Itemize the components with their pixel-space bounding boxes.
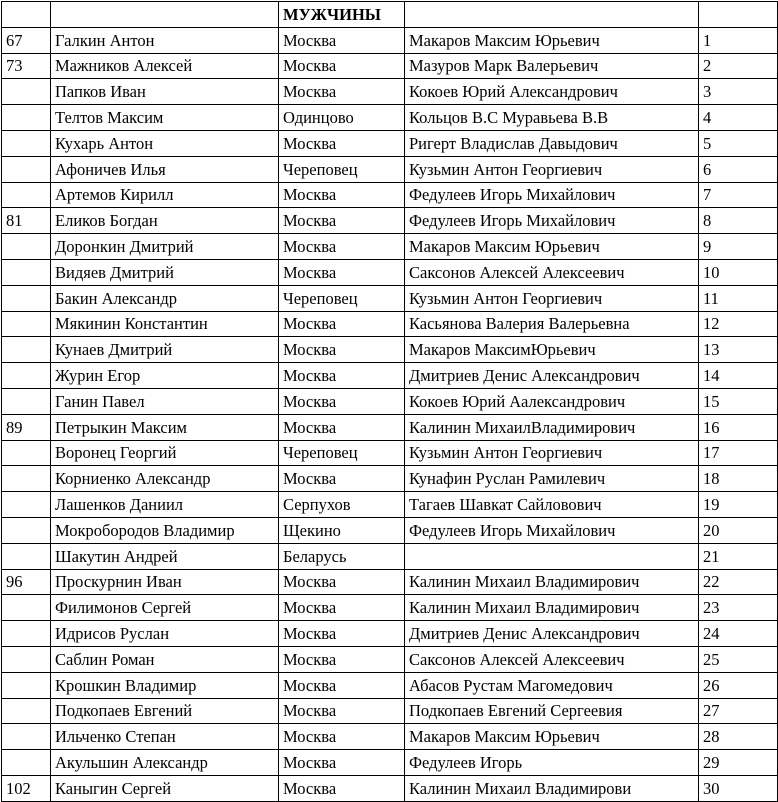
athlete-name-cell: Воронец Георгий — [51, 440, 279, 466]
coach-cell: Макаров Максим Юрьевич — [405, 27, 699, 53]
place-cell: 1 — [699, 27, 778, 53]
city-cell: Москва — [279, 672, 405, 698]
header-row — [2, 2, 778, 28]
coach-cell: Касьянова Валерия Валерьевна — [405, 311, 699, 337]
city-cell: Череповец — [279, 440, 405, 466]
athlete-name-cell: Артемов Кирилл — [51, 182, 279, 208]
bib-number-cell: 102 — [2, 775, 51, 801]
place-cell: 27 — [699, 698, 778, 724]
athlete-name-cell: Ганин Павел — [51, 388, 279, 414]
place-cell: 4 — [699, 105, 778, 131]
place-cell: 20 — [699, 517, 778, 543]
coach-cell: Калинин Михаил Владимирович — [405, 569, 699, 595]
athlete-name-cell: Саблин Роман — [51, 646, 279, 672]
city-cell: Череповец — [279, 285, 405, 311]
bib-number-cell — [2, 156, 51, 182]
coach-cell: Кокоев Юрий Аалександрович — [405, 388, 699, 414]
city-cell: Беларусь — [279, 543, 405, 569]
bib-number-cell — [2, 595, 51, 621]
table-row — [2, 569, 778, 595]
header-cell-empty — [51, 2, 279, 28]
bib-number-cell: 67 — [2, 27, 51, 53]
table-row — [2, 750, 778, 776]
table-row — [2, 208, 778, 234]
bib-number-cell — [2, 259, 51, 285]
header-cell-empty — [405, 2, 699, 28]
bib-number-cell — [2, 363, 51, 389]
athlete-name-cell: Корниенко Александр — [51, 466, 279, 492]
athlete-name-cell: Мажников Алексей — [51, 53, 279, 79]
bib-number-cell — [2, 388, 51, 414]
athlete-name-cell: Проскурнин Иван — [51, 569, 279, 595]
athlete-name-cell: Телтов Максим — [51, 105, 279, 131]
table-row — [2, 466, 778, 492]
place-cell: 6 — [699, 156, 778, 182]
bib-number-cell — [2, 492, 51, 518]
coach-cell: Федулеев Игорь Михайлович — [405, 517, 699, 543]
coach-cell: Калинин Михаил Владимирови — [405, 775, 699, 801]
city-cell: Москва — [279, 259, 405, 285]
table-row — [2, 621, 778, 647]
coach-cell: Дмитриев Денис Александрович — [405, 621, 699, 647]
coach-cell — [405, 543, 699, 569]
coach-cell: Калинин Михаил Владимирович — [405, 595, 699, 621]
athlete-name-cell: Доронкин Дмитрий — [51, 234, 279, 260]
coach-cell: Федулеев Игорь Михайлович — [405, 208, 699, 234]
place-cell: 17 — [699, 440, 778, 466]
bib-number-cell — [2, 724, 51, 750]
city-cell: Москва — [279, 311, 405, 337]
bib-number-cell — [2, 130, 51, 156]
place-cell: 18 — [699, 466, 778, 492]
place-cell: 7 — [699, 182, 778, 208]
city-cell: Москва — [279, 27, 405, 53]
city-cell: Москва — [279, 208, 405, 234]
coach-cell: Федулеев Игорь — [405, 750, 699, 776]
coach-cell: Ригерт Владислав Давыдович — [405, 130, 699, 156]
city-cell: Москва — [279, 414, 405, 440]
place-cell: 2 — [699, 53, 778, 79]
athlete-name-cell: Каныгин Сергей — [51, 775, 279, 801]
header-cell-empty — [699, 2, 778, 28]
place-cell: 16 — [699, 414, 778, 440]
place-cell: 5 — [699, 130, 778, 156]
coach-cell: Саксонов Алексей Алексеевич — [405, 259, 699, 285]
place-cell: 24 — [699, 621, 778, 647]
place-cell: 15 — [699, 388, 778, 414]
athlete-name-cell: Галкин Антон — [51, 27, 279, 53]
coach-cell: Макаров МаксимЮрьевич — [405, 337, 699, 363]
bib-number-cell — [2, 517, 51, 543]
place-cell: 22 — [699, 569, 778, 595]
coach-cell: Федулеев Игорь Михайлович — [405, 182, 699, 208]
place-cell: 9 — [699, 234, 778, 260]
place-cell: 29 — [699, 750, 778, 776]
header-title: МУЖЧИНЫ — [279, 2, 405, 28]
coach-cell: Мазуров Марк Валерьевич — [405, 53, 699, 79]
bib-number-cell: 96 — [2, 569, 51, 595]
bib-number-cell — [2, 698, 51, 724]
athlete-name-cell: Папков Иван — [51, 79, 279, 105]
table-row — [2, 337, 778, 363]
bib-number-cell: 89 — [2, 414, 51, 440]
table-row — [2, 492, 778, 518]
coach-cell: Макаров Максим Юрьевич — [405, 234, 699, 260]
city-cell: Москва — [279, 182, 405, 208]
city-cell: Москва — [279, 337, 405, 363]
city-cell: Москва — [279, 130, 405, 156]
table-row — [2, 672, 778, 698]
place-cell: 25 — [699, 646, 778, 672]
table-row — [2, 698, 778, 724]
bib-number-cell: 73 — [2, 53, 51, 79]
table-row — [2, 182, 778, 208]
city-cell: Москва — [279, 698, 405, 724]
place-cell: 13 — [699, 337, 778, 363]
bib-number-cell — [2, 466, 51, 492]
city-cell: Москва — [279, 79, 405, 105]
place-cell: 23 — [699, 595, 778, 621]
table-row — [2, 259, 778, 285]
athlete-name-cell: Кунаев Дмитрий — [51, 337, 279, 363]
bib-number-cell — [2, 440, 51, 466]
coach-cell: Тагаев Шавкат Сайловович — [405, 492, 699, 518]
table-row — [2, 363, 778, 389]
city-cell: Москва — [279, 750, 405, 776]
bib-number-cell — [2, 672, 51, 698]
table-row — [2, 595, 778, 621]
table-row — [2, 79, 778, 105]
table-row — [2, 724, 778, 750]
table-row — [2, 234, 778, 260]
athlete-name-cell: Кухарь Антон — [51, 130, 279, 156]
place-cell: 26 — [699, 672, 778, 698]
coach-cell: Кокоев Юрий Александрович — [405, 79, 699, 105]
bib-number-cell — [2, 621, 51, 647]
table-row — [2, 311, 778, 337]
table-row — [2, 646, 778, 672]
results-table — [1, 1, 778, 802]
table-row — [2, 53, 778, 79]
place-cell: 30 — [699, 775, 778, 801]
table-row — [2, 414, 778, 440]
coach-cell: Абасов Рустам Магомедович — [405, 672, 699, 698]
coach-cell: Дмитриев Денис Александрович — [405, 363, 699, 389]
place-cell: 21 — [699, 543, 778, 569]
coach-cell: Кузьмин Антон Георгиевич — [405, 285, 699, 311]
city-cell: Серпухов — [279, 492, 405, 518]
bib-number-cell — [2, 646, 51, 672]
table-row — [2, 440, 778, 466]
table-row — [2, 775, 778, 801]
place-cell: 19 — [699, 492, 778, 518]
bib-number-cell — [2, 182, 51, 208]
city-cell: Москва — [279, 595, 405, 621]
bib-number-cell — [2, 311, 51, 337]
athlete-name-cell: Еликов Богдан — [51, 208, 279, 234]
city-cell: Москва — [279, 234, 405, 260]
city-cell: Москва — [279, 569, 405, 595]
athlete-name-cell: Филимонов Сергей — [51, 595, 279, 621]
bib-number-cell — [2, 750, 51, 776]
coach-cell: Кузьмин Антон Георгиевич — [405, 440, 699, 466]
athlete-name-cell: Акульшин Александр — [51, 750, 279, 776]
athlete-name-cell: Мякинин Константин — [51, 311, 279, 337]
table-row — [2, 27, 778, 53]
table-row — [2, 517, 778, 543]
place-cell: 12 — [699, 311, 778, 337]
athlete-name-cell: Мокробородов Владимир — [51, 517, 279, 543]
athlete-name-cell: Афоничев Илья — [51, 156, 279, 182]
city-cell: Москва — [279, 388, 405, 414]
city-cell: Москва — [279, 724, 405, 750]
table-row — [2, 156, 778, 182]
city-cell: Москва — [279, 646, 405, 672]
place-cell: 14 — [699, 363, 778, 389]
city-cell: Москва — [279, 53, 405, 79]
athlete-name-cell: Петрыкин Максим — [51, 414, 279, 440]
athlete-name-cell: Лашенков Даниил — [51, 492, 279, 518]
place-cell: 3 — [699, 79, 778, 105]
athlete-name-cell: Подкопаев Евгений — [51, 698, 279, 724]
athlete-name-cell: Крошкин Владимир — [51, 672, 279, 698]
city-cell: Череповец — [279, 156, 405, 182]
athlete-name-cell: Идрисов Руслан — [51, 621, 279, 647]
place-cell: 11 — [699, 285, 778, 311]
city-cell: Москва — [279, 363, 405, 389]
bib-number-cell — [2, 234, 51, 260]
table-row — [2, 388, 778, 414]
table-row — [2, 543, 778, 569]
athlete-name-cell: Шакутин Андрей — [51, 543, 279, 569]
table-row — [2, 130, 778, 156]
bib-number-cell — [2, 285, 51, 311]
athlete-name-cell: Ильченко Степан — [51, 724, 279, 750]
place-cell: 8 — [699, 208, 778, 234]
coach-cell: Макаров Максим Юрьевич — [405, 724, 699, 750]
city-cell: Одинцово — [279, 105, 405, 131]
bib-number-cell: 81 — [2, 208, 51, 234]
city-cell: Москва — [279, 775, 405, 801]
place-cell: 10 — [699, 259, 778, 285]
place-cell: 28 — [699, 724, 778, 750]
table-row — [2, 105, 778, 131]
coach-cell: Калинин МихаилВладимирович — [405, 414, 699, 440]
coach-cell: Кузьмин Антон Георгиевич — [405, 156, 699, 182]
coach-cell: Саксонов Алексей Алексеевич — [405, 646, 699, 672]
city-cell: Москва — [279, 466, 405, 492]
city-cell: Москва — [279, 621, 405, 647]
athlete-name-cell: Журин Егор — [51, 363, 279, 389]
city-cell: Щекино — [279, 517, 405, 543]
coach-cell: Подкопаев Евгений Сергеевия — [405, 698, 699, 724]
table-row — [2, 285, 778, 311]
bib-number-cell — [2, 543, 51, 569]
athlete-name-cell: Бакин Александр — [51, 285, 279, 311]
bib-number-cell — [2, 79, 51, 105]
header-cell-empty — [2, 2, 51, 28]
athlete-name-cell: Видяев Дмитрий — [51, 259, 279, 285]
bib-number-cell — [2, 337, 51, 363]
bib-number-cell — [2, 105, 51, 131]
coach-cell: Кунафин Руслан Рамилевич — [405, 466, 699, 492]
coach-cell: Кольцов В.С Муравьева В.В — [405, 105, 699, 131]
